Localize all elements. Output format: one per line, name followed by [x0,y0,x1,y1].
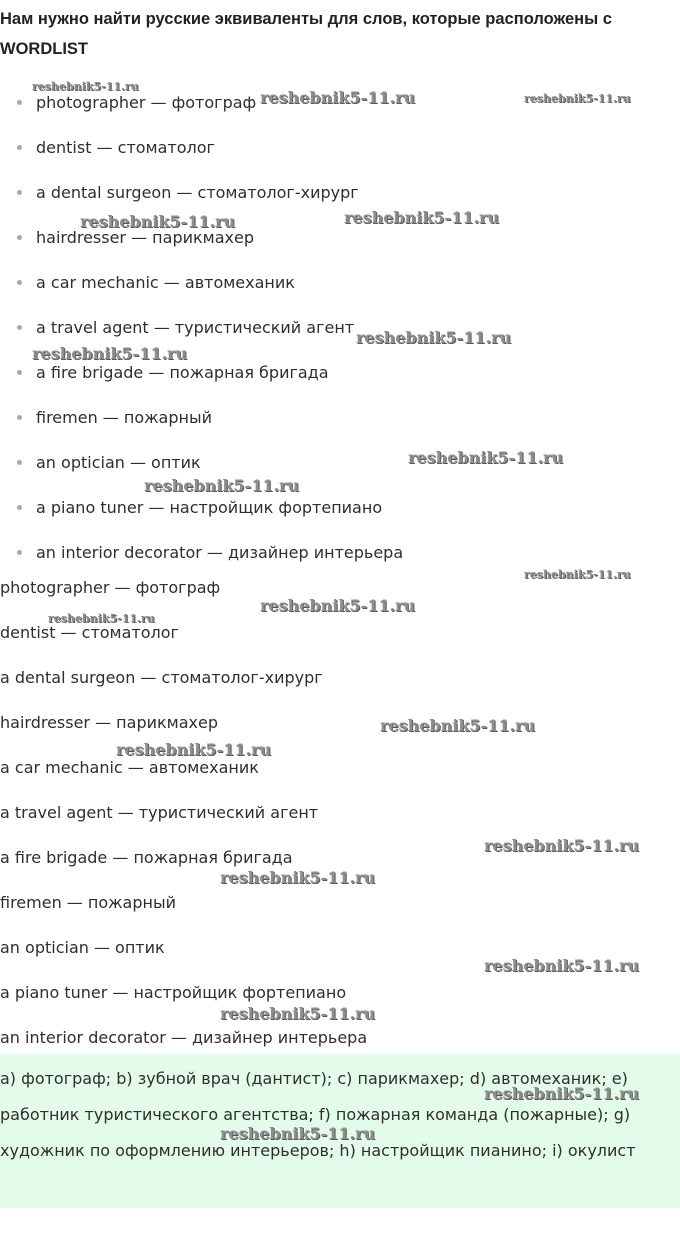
bullet-dot-icon [17,325,22,330]
answer-box [0,1054,680,1208]
bullet-item-text: a car mechanic — автомеханик [36,273,295,292]
bullet-dot-icon [17,190,22,195]
bullet-item-text: a travel agent — туристический агент [36,318,355,337]
bullet-dot-icon [17,550,22,555]
watermark-text: reshebnik5-11.ru [220,868,376,887]
bullet-dot-icon [17,100,22,105]
plain-list-item: a dental surgeon — стоматолог-хирург [0,668,323,687]
bullet-dot-icon [17,505,22,510]
plain-list-item: photographer — фотограф [0,578,221,597]
bulleted-word-list [0,80,680,575]
watermark-text: reshebnik5-11.ru [524,568,631,581]
bullet-item-text: hairdresser — парикмахер [36,228,255,247]
bullet-item-text: a piano tuner — настройщик фортепиано [36,498,383,517]
bullet-dot-icon [17,235,22,240]
watermark-text: reshebnik5-11.ru [484,1084,640,1103]
plain-list-item: firemen — пожарный [0,893,177,912]
watermark-text: reshebnik5-11.ru [524,92,631,105]
plain-list-item: dentist — стоматолог [0,623,179,642]
bullet-list-item [0,440,680,485]
bullet-list-item [0,395,680,440]
plain-list-item: an optician — оптик [0,938,165,957]
bullet-list-item [0,80,680,125]
plain-word-list [0,565,680,1060]
bullet-item-text: an interior decorator — дизайнер интерьера [36,543,404,562]
watermark-text: reshebnik5-11.ru [32,80,139,93]
watermark-text: reshebnik5-11.ru [48,612,155,625]
bullet-item-text: photographer — фотограф [36,93,257,112]
watermark-text: reshebnik5-11.ru [260,88,416,107]
watermark-text: reshebnik5-11.ru [356,328,512,347]
watermark-text: reshebnik5-11.ru [484,956,640,975]
watermark-text: reshebnik5-11.ru [32,344,188,363]
watermark-text: reshebnik5-11.ru [344,208,500,227]
bullet-list-item [0,305,680,350]
page-heading: Нам нужно найти русские эквиваленты для слов, которые расположены с WORDLIST [0,10,612,58]
watermark-text: reshebnik5-11.ru [220,1124,376,1143]
plain-list-item: an interior decorator — дизайнер интерьера [0,1028,368,1047]
bullet-item-text: dentist — стоматолог [36,138,215,157]
bullet-dot-icon [17,460,22,465]
watermark-text: reshebnik5-11.ru [380,716,536,735]
watermark-text: reshebnik5-11.ru [80,212,236,231]
watermark-text: reshebnik5-11.ru [408,448,564,467]
bullet-dot-icon [17,370,22,375]
watermark-text: reshebnik5-11.ru [116,740,272,759]
plain-list-item: a car mechanic — автомеханик [0,758,259,777]
bullet-item-text: an optician — оптик [36,453,201,472]
bullet-list-item [0,170,680,215]
watermark-text: reshebnik5-11.ru [484,836,640,855]
bullet-list-item [0,260,680,305]
plain-list-item: a fire brigade — пожарная бригада [0,848,293,867]
bullet-item-text: a fire brigade — пожарная бригада [36,363,329,382]
plain-list-item: a piano tuner — настройщик фортепиано [0,983,347,1002]
watermark-text: reshebnik5-11.ru [144,476,300,495]
bullet-item-text: a dental surgeon — стоматолог-хирург [36,183,359,202]
watermark-text: reshebnik5-11.ru [260,596,416,615]
bullet-list-item [0,485,680,530]
plain-list-item: a travel agent — туристический агент [0,803,319,822]
bullet-list-item [0,125,680,170]
answer-text: a) фотограф; b) зубной врач (дантист); c) парикмахер; d) автомеханик; e) работник туристического агентства; f) пожарная команда (пожарные); g) художник по оформлению интерьеров; h) настройщик пианино; i) окулист [0,1069,636,1160]
bullet-list-item [0,350,680,395]
bullet-dot-icon [17,415,22,420]
bullet-dot-icon [17,280,22,285]
bullet-item-text: firemen — пожарный [36,408,213,427]
bullet-dot-icon [17,145,22,150]
watermark-text: reshebnik5-11.ru [220,1004,376,1023]
plain-list-item: hairdresser — парикмахер [0,713,219,732]
bullet-list-item [0,215,680,260]
